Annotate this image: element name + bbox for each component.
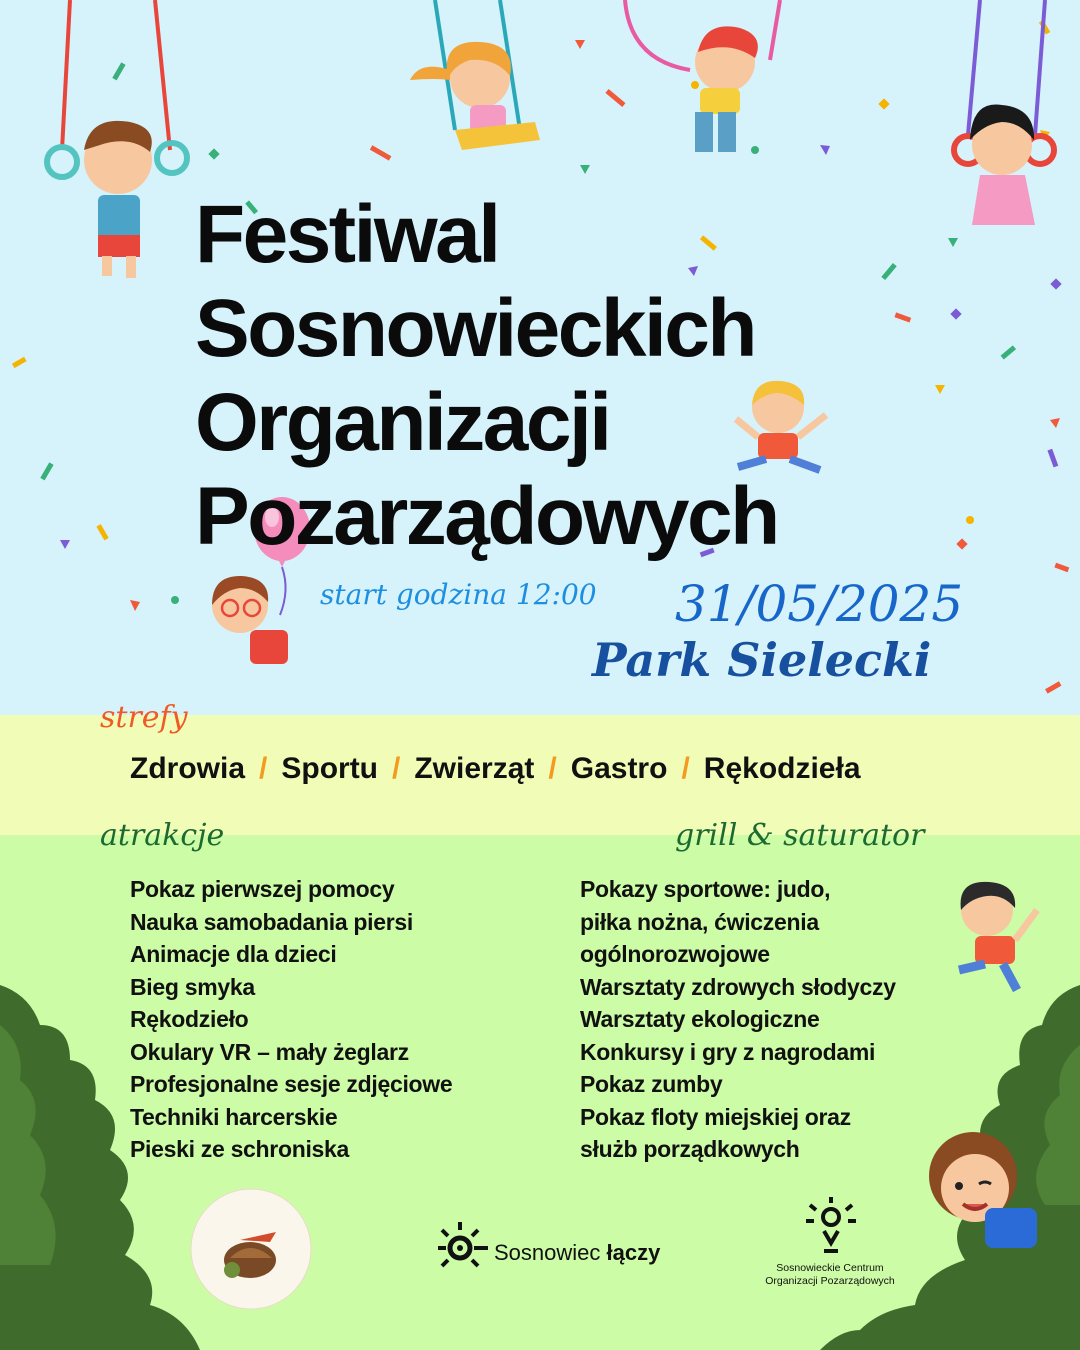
- list-item: Pokaz floty miejskiej oraz: [580, 1103, 851, 1130]
- list-item: Rękodzieło: [130, 1006, 249, 1032]
- sosnowiec-laczy-logo: [494, 1240, 660, 1266]
- zone-item: Zwierząt: [414, 752, 535, 785]
- curly-boy-illustration: [915, 1108, 1040, 1258]
- zone-item: Zdrowia: [130, 752, 246, 785]
- grill-list: [580, 873, 896, 1166]
- girl-on-swing-illustration: [400, 0, 550, 170]
- girl-on-rings-illustration: [940, 0, 1060, 250]
- zones-list: [130, 752, 861, 786]
- attractions-list: [130, 873, 452, 1166]
- list-item: służb porządkowych: [580, 1136, 800, 1162]
- title-line: Sosnowieckich: [195, 283, 755, 374]
- title-line: Festiwal: [195, 189, 499, 280]
- list-item: ogólnorozwojowe: [580, 941, 770, 967]
- attractions-heading: atrakcje: [100, 818, 225, 853]
- logo-text: Sosnowieckie Centrum: [776, 1262, 884, 1274]
- centrum-logo-text: [760, 1262, 900, 1288]
- title-line: Pozarządowych: [195, 471, 778, 562]
- zone-item: Gastro: [570, 752, 668, 785]
- list-item: Profesjonalne sesje zdjęciowe: [130, 1071, 453, 1097]
- logo-text: Sosnowiec: [494, 1240, 601, 1265]
- list-item: Nauka samobadania piersi: [130, 908, 413, 935]
- zone-separator: /: [681, 752, 690, 785]
- list-item: Konkursy i gry z nagrodami: [580, 1038, 876, 1065]
- list-item: Warsztaty zdrowych słodyczy: [580, 973, 896, 1000]
- zone-item: Sportu: [281, 752, 379, 785]
- logo-text: łączy: [606, 1240, 661, 1265]
- start-time: start godzina 12:00: [320, 578, 597, 611]
- list-item: Bieg smyka: [130, 973, 255, 1000]
- centrum-sun-icon: [800, 1195, 862, 1257]
- zone-separator: /: [259, 752, 268, 785]
- list-item: Pokaz pierwszej pomocy: [130, 876, 395, 902]
- list-item: Pieski ze schroniska: [130, 1136, 350, 1162]
- zone-item: Rękodzieła: [703, 752, 861, 785]
- boy-with-cap-swinging-illustration: [620, 0, 790, 165]
- list-item: Okulary VR – mały żeglarz: [130, 1038, 409, 1065]
- logo-text: Organizacji Pozarządowych: [765, 1275, 895, 1287]
- list-item: Pokaz zumby: [580, 1071, 723, 1097]
- zones-heading: strefy: [100, 700, 188, 735]
- list-item: Techniki harcerskie: [130, 1103, 338, 1130]
- festival-title: [195, 188, 778, 564]
- girl-with-balloon-illustration: [200, 570, 310, 685]
- zone-separator: /: [392, 752, 401, 785]
- event-place: Park Sielecki: [592, 633, 932, 687]
- sosnowiec-sun-icon: [430, 1220, 490, 1276]
- list-item: Animacje dla dzieci: [130, 941, 337, 967]
- list-item: Pokazy sportowe: judo,: [580, 876, 831, 902]
- zone-separator: /: [548, 752, 557, 785]
- title-line: Organizacji: [195, 377, 610, 468]
- list-item: Warsztaty ekologiczne: [580, 1006, 820, 1032]
- list-item: piłka nożna, ćwiczenia: [580, 908, 819, 935]
- jumping-boy-illustration: [945, 870, 1045, 1000]
- pobudzamy-logo: [190, 1188, 312, 1310]
- boy-on-rings-illustration: [40, 0, 200, 290]
- grill-heading: grill & saturator: [675, 818, 925, 853]
- event-date: 31/05/2025: [675, 575, 964, 633]
